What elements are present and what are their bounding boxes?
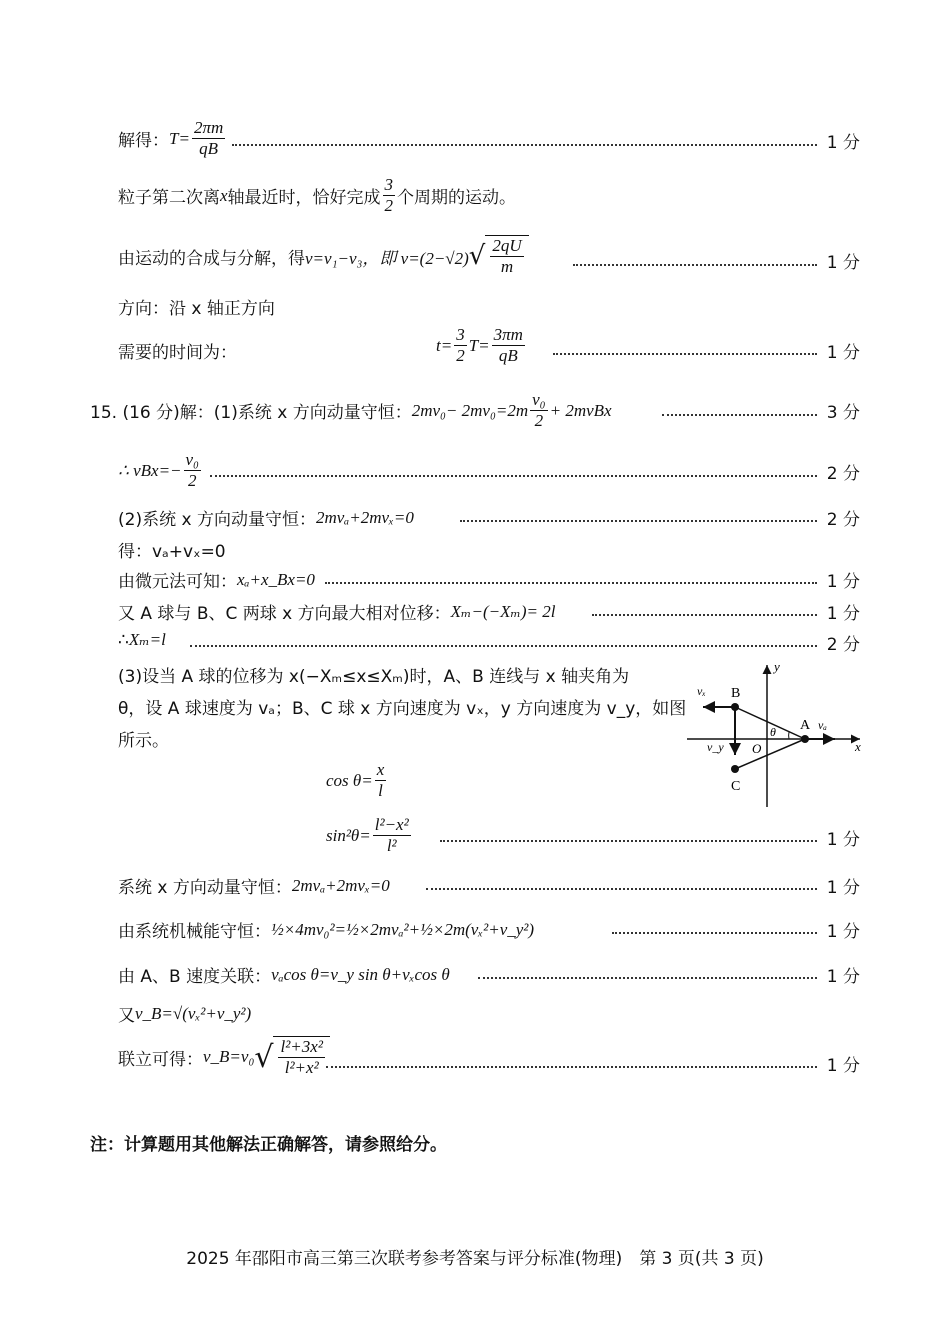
line-max-displacement: 又 A 球与 B、C 两球 x 方向最大相对位移： Xₘ−(−Xₘ)= 2l (118, 601, 556, 624)
line-final-vB: 联立可得： v_B=v₀ √ $\frac{\text{l²+3x²}}{\text{l²+x²}}$ (118, 1036, 330, 1079)
label-theta: θ (770, 725, 776, 739)
score: 1 分 (826, 967, 860, 987)
dotted-leader (478, 977, 817, 979)
score: 2 分 (826, 464, 860, 484)
dotted-leader (592, 614, 817, 616)
ball-A (801, 735, 809, 743)
score: 1 分 (826, 878, 860, 898)
dotted-leader (662, 414, 817, 416)
label-vy: v_y (707, 740, 724, 754)
line-result: 得：vₐ+vₓ=0 (118, 542, 226, 562)
page-footer: 2025 年邵阳市高三第三次联考参考答案与评分标准(物理) 第 3 页(共 3 页) (186, 1249, 764, 1269)
line-direction: 方向：沿 x 轴正方向 (118, 299, 275, 319)
line-momentum-x: 系统 x 方向动量守恒： 2mvₐ+2mvₓ=0 (118, 875, 390, 898)
dotted-leader (460, 520, 817, 522)
dotted-leader (612, 932, 817, 934)
fraction: $\frac{2\pi m}{qB}$ (193, 118, 224, 159)
fraction: $\frac{3}{2}$ (384, 175, 394, 216)
dotted-leader (325, 582, 817, 584)
line-micro-element: 由微元法可知： xₐ+x_Bx=0 (118, 569, 315, 592)
note: 注：计算题用其他解法正确解答，请参照给分。 (90, 1135, 447, 1155)
line-energy: 由系统机械能守恒： ½×4mv₀²=½×2mvₐ²+½×2m(vₓ²+v_y²) (118, 919, 535, 942)
dotted-leader (232, 144, 817, 146)
dotted-leader (440, 840, 817, 842)
line-solve-period: 解得： T= $\frac{2\pi m}{qB}$ (118, 118, 224, 159)
line-cos: cos θ= $\frac{x}{l}$ (326, 760, 385, 801)
ball-B (731, 703, 739, 711)
label-x: x (855, 739, 861, 754)
score: 1 分 (826, 572, 860, 592)
label-vx: vₓ (697, 684, 706, 698)
sqrt-expression: √ $\frac{\text{l²+3x²}}{\text{l²+x²}}$ (254, 1036, 330, 1079)
line-q15-part1: 15. (16 分)解：(1)系统 x 方向动量守恒： 2mv₀− 2mv₀=2m $\frac{\text{v₀}}{2}$ + 2mv Bx (90, 390, 612, 431)
time-formula: t= $\frac{3}{2}$ T= $\frac{3\pi m}{qB}$ (436, 325, 523, 366)
line-velocity-composition: 由运动的合成与分解，得 v=v₁−v₃，即 v=(2−√2) √ $\frac{2qU}{m}$ (118, 235, 529, 278)
score: 1 分 (826, 253, 860, 273)
label-O: O (752, 741, 762, 756)
label-vA: vₐ (818, 718, 827, 732)
line-part2: (2)系统 x 方向动量守恒： 2mvₐ+2mvₓ=0 (118, 507, 414, 530)
score: 1 分 (826, 133, 860, 153)
label-C: C (731, 779, 741, 794)
score: 2 分 (826, 635, 860, 655)
line-time-needed: 需要的时间为： (118, 343, 237, 363)
dotted-leader (573, 264, 817, 266)
score: 1 分 (826, 830, 860, 850)
para-part3-line1: (3)设当 A 球的位移为 x(−Xₘ≤x≤Xₘ)时，A、B 连线与 x 轴夹角为 (118, 667, 630, 687)
para-part3-line3: 所示。 (118, 731, 169, 751)
sqrt-expression: √ $\frac{2qU}{m}$ (469, 235, 529, 278)
score: 1 分 (826, 922, 860, 942)
dotted-leader (426, 888, 817, 890)
dotted-leader (210, 475, 817, 477)
score: 1 分 (826, 343, 860, 363)
label-y: y (774, 659, 780, 674)
line-vBx: ∴ v Bx =− $\frac{\text{v₀}}{2}$ (118, 450, 199, 491)
velocity-diagram (685, 655, 870, 815)
rod-AC (735, 739, 805, 769)
score: 1 分 (826, 1056, 860, 1076)
dotted-leader (553, 353, 817, 355)
score: 3 分 (826, 403, 860, 423)
line-sin: sin²θ= $\frac{\text{l²−x²}}{\text{l²}}$ (326, 815, 409, 856)
line-second-nearest: 粒子第二次离 x 轴最近时，恰好完成 $\frac{3}{2}$ 个周期的运动。 (118, 175, 517, 216)
line-velocity-link: 由 A、B 速度关联： vₐcos θ=v_y sin θ+vₓcos θ (118, 964, 450, 987)
label-A: A (800, 718, 811, 733)
score: 1 分 (826, 604, 860, 624)
para-part3-line2: θ，设 A 球速度为 vₐ；B、C 球 x 方向速度为 vₓ，y 方向速度为 v_y，如图 (118, 699, 687, 719)
score: 2 分 (826, 510, 860, 530)
line-vB-def: 又 v_B=√(vₓ²+v_y²) (118, 1003, 252, 1026)
line-Xm: ∴ Xₘ=l (118, 630, 166, 650)
label-B: B (731, 686, 741, 701)
dotted-leader (190, 645, 817, 647)
ball-C (731, 765, 739, 773)
dotted-leader (326, 1066, 817, 1068)
